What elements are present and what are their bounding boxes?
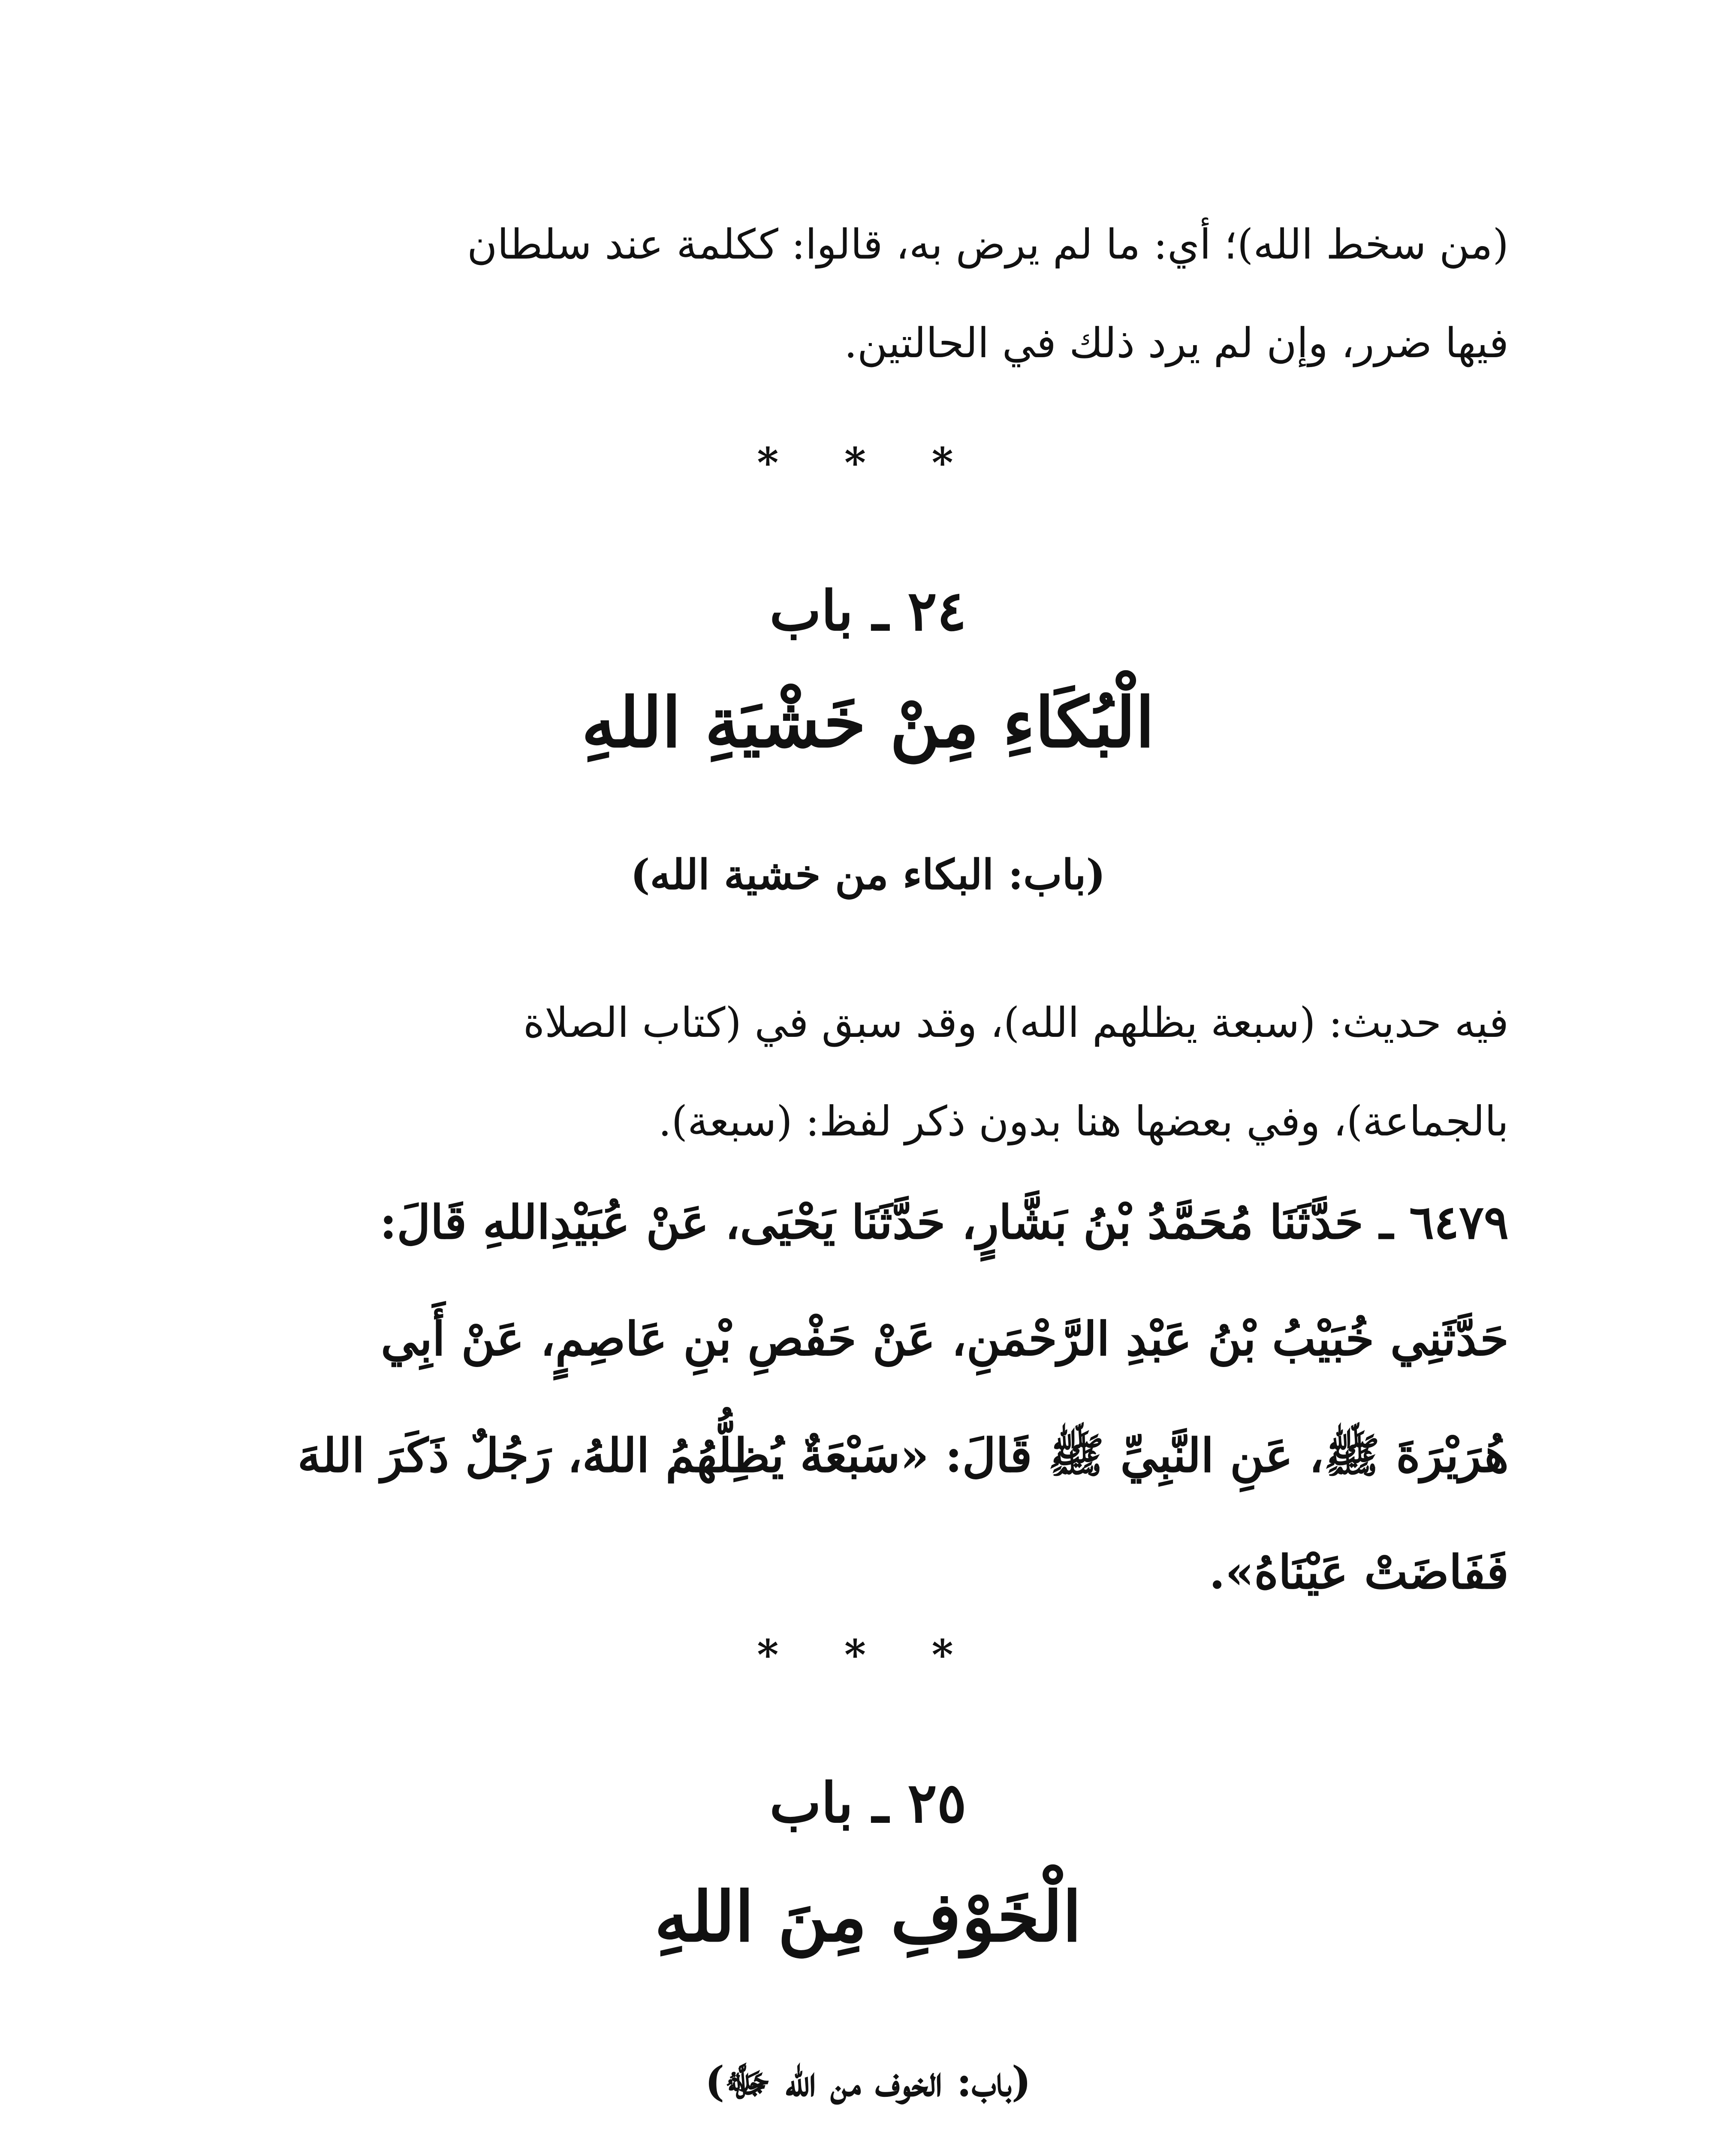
hadith-line: حَدَّثَنِي خُبَيْبُ بْنُ عَبْدِ الرَّحْمَنِ، عَنْ حَفْصِ بْنِ عَاصِمٍ، عَنْ أَبِي: [380, 1312, 1509, 1366]
paragraph-line: فيه حديث: (سبعة يظلهم الله)، وقد سبق في (كتاب الصلاة: [523, 999, 1509, 1047]
hadith-line: هُرَيْرَةَ ﷺ، عَنِ النَّبِيِّ ﷺ قَالَ: «سَبْعَةٌ يُظِلُّهُمُ اللهُ، رَجُلٌ ذَكَرَ اللهَ: [297, 1429, 1509, 1483]
hadith-line: ٦٤٧٩ ـ حَدَّثَنَا مُحَمَّدُ بْنُ بَشَّارٍ، حَدَّثَنَا يَحْيَى، عَنْ عُبَيْدِاللهِ قَالَ:: [380, 1195, 1509, 1250]
top-paragraph: [214, 195, 1509, 392]
commentary-paragraph: [214, 973, 1509, 1171]
section-separator: * * *: [757, 1631, 979, 1679]
paragraph-line: بالجماعة)، وفي بعضها هنا بدون ذكر لفظ: (سبعة).: [658, 1097, 1509, 1145]
hadith-6479: [214, 1164, 1509, 1631]
chapter-title: الْخَوْفِ مِنَ اللهِ: [654, 1876, 1082, 1957]
paragraph-line: (من سخط الله)؛ أي: ما لم يرض به، قالوا: ككلمة عند سلطان: [467, 220, 1509, 268]
paragraph-line: فيها ضرر، وإن لم يرد ذلك في الحالتين.: [844, 319, 1509, 367]
chapter-title: الْبُكَاءِ مِنْ خَشْيَةِ اللهِ: [581, 682, 1155, 763]
section-separator: * * *: [757, 439, 979, 487]
chapter-number: ٢٥ ـ باب: [769, 1771, 967, 1835]
chapter-subtitle: (باب: الخوف من الله ﷻ): [705, 2057, 1031, 2106]
chapter-subtitle: (باب: البكاء من خشية الله): [630, 850, 1106, 899]
hadith-line: فَفَاضَتْ عَيْنَاهُ».: [1209, 1545, 1509, 1599]
chapter-number: ٢٤ ـ باب: [769, 579, 967, 643]
